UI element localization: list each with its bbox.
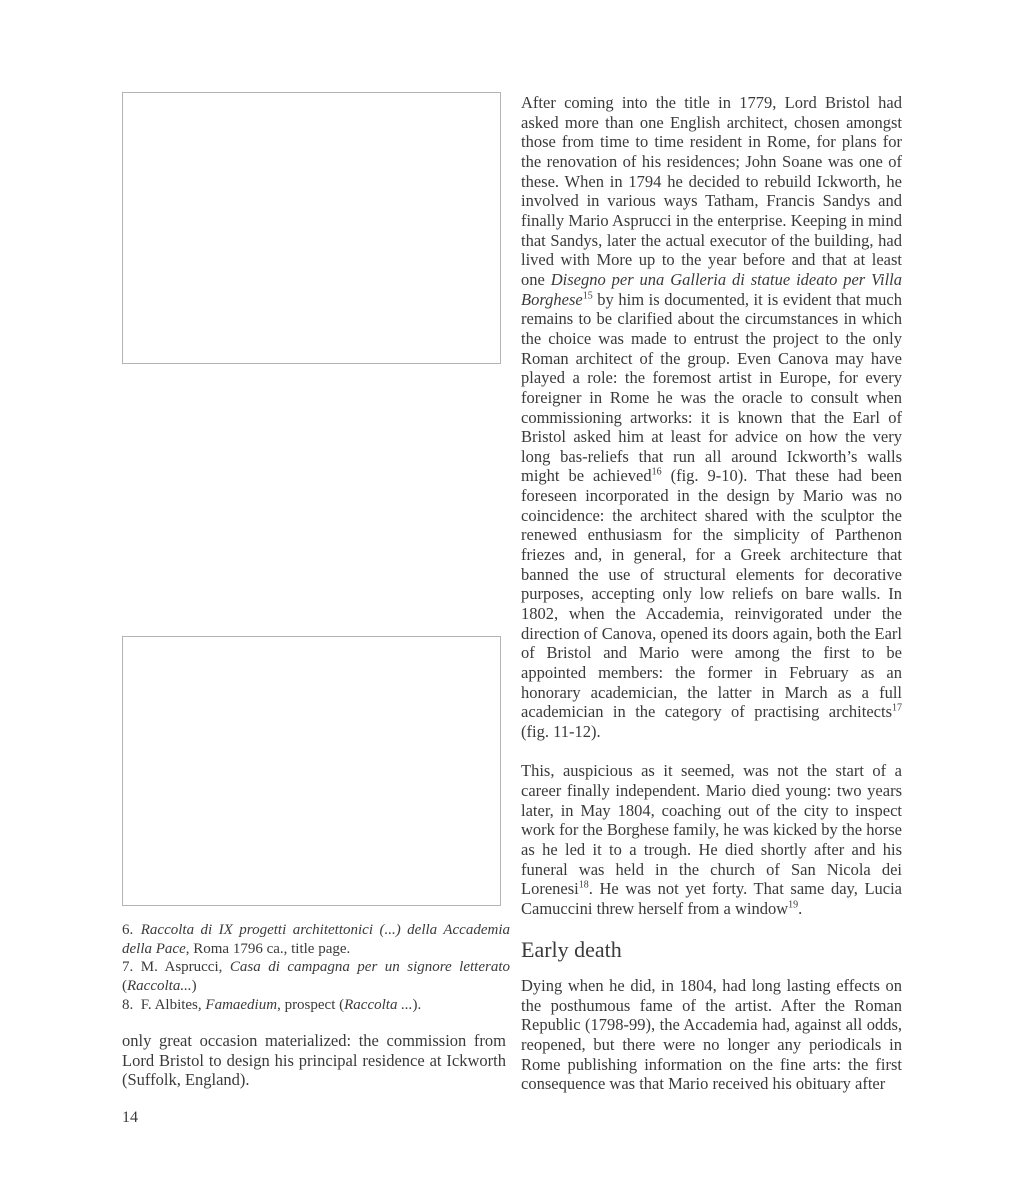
italic-text-run: Raccolta ... [344, 996, 413, 1013]
text-run: (fig. 9-10). That these had been foreseen incorporated in the design by Mario was no coincidence: the architect shared with the sculptor the renewed enthusiasm for the simplicity of Parthenon friezes and, in general, for a Greek architecture that banned the use of structural elements for decorative purposes, accepting only low reliefs on bare walls. In 1802, when the Accademia, reinvigorated under the direction of Canova, opened its doors again, both the Earl of Bristol and Mario were among the first to be appointed members: the former in February as an honorary academician, the latter in March as a full academician in the category of practising architects [521, 466, 902, 722]
figure-caption-8 [122, 996, 510, 1015]
text-run: ). [412, 996, 422, 1013]
text-run: (fig. 11-12). [521, 722, 601, 741]
figure-placeholder-bottom [122, 636, 501, 906]
text-run: Dying when he did, in 1804, had long lasting effects on the posthumous fame of the artist. After the Roman Republic (1798-99), the Accademia had, against all odds, reopened, but there were no longer any periodicals in Rome publishing information on the fine arts: the first consequence was that Mario received his obituary after [521, 976, 902, 1094]
text-run: 6. [122, 922, 141, 938]
page-number: 14 [122, 1109, 138, 1126]
body-paragraph-2 [521, 761, 902, 918]
body-paragraph-1 [521, 93, 902, 742]
footnote-ref: 18 [578, 879, 589, 891]
text-run: by him is documented, it is evident that much remains to be clarified about the circumstances in which the choice was made to entrust the project to the only Roman architect of the group. Even Canova may have played a role: the foremost artist in Europe, for every foreigner in Rome he was the oracle to consult when commissioning artworks: it is known that the Earl of Bristol asked him at least for advice on how the very long bas-reliefs that run all around Ickworth’s walls might be achieved [521, 289, 902, 486]
italic-text-run: Raccolta di IX progetti architettonici (...) della Accademia della Pace [122, 922, 510, 957]
right-column [521, 93, 902, 1094]
text-run: 8. F. Albites, [122, 996, 206, 1013]
text-run: , prospect ( [277, 996, 345, 1013]
figure-captions [122, 921, 510, 1015]
figure-placeholder-top [122, 92, 501, 364]
figure-caption-6 [122, 921, 510, 958]
italic-text-run: Famaedium [205, 996, 278, 1013]
text-run: . He was not yet forty. That same day, Lucia Camuccini threw herself from a window [521, 879, 902, 918]
section-heading: Early death [521, 937, 622, 963]
text-run: ( [122, 978, 127, 995]
footnote-ref: 15 [582, 290, 593, 302]
text-run: 7. M. Asprucci, [122, 959, 230, 976]
footnote-ref: 17 [892, 702, 902, 714]
text-run: . [798, 898, 803, 918]
left-column-paragraph: only great occasion materialized: the commission from Lord Bristol to design his principal residence at Ickworth (Suffolk, England). [122, 1031, 506, 1090]
footnote-ref: 19 [788, 899, 799, 911]
body-paragraph-3 [521, 976, 902, 1094]
italic-text-run: Casa di campagna per un signore letterato [229, 959, 510, 976]
text-run: This, auspicious as it seemed, was not the start of a career finally independent. Mario died young: two years later, in May 1804, coaching out of the city to inspect work for the Borghese family, he was kicked by the horse as he led it to a trough. He died shortly after and his funeral was held in the church of San Nicola dei Lorenesi [521, 761, 902, 899]
italic-text-run: Disegno per una Galleria di statue ideato per Villa Borghese [521, 269, 902, 309]
text-run: ) [191, 978, 197, 995]
footnote-ref: 16 [651, 466, 662, 478]
italic-text-run: Raccolta... [127, 978, 192, 995]
text-run: , Roma 1796 ca., title page. [185, 940, 351, 957]
figure-caption-7 [122, 958, 510, 995]
text-run: After coming into the title in 1779, Lord Bristol had asked more than one English architect, chosen amongst those from time to time resident in Rome, for plans for the renovation of his residences; John Soane was one of these. When in 1794 he decided to rebuild Ickworth, he involved in various ways Tatham, Francis Sandys and finally Mario Asprucci in the enterprise. Keeping in mind that Sandys, later the actual executor of the building, had lived with More up to the year before and that at least one [521, 93, 902, 289]
